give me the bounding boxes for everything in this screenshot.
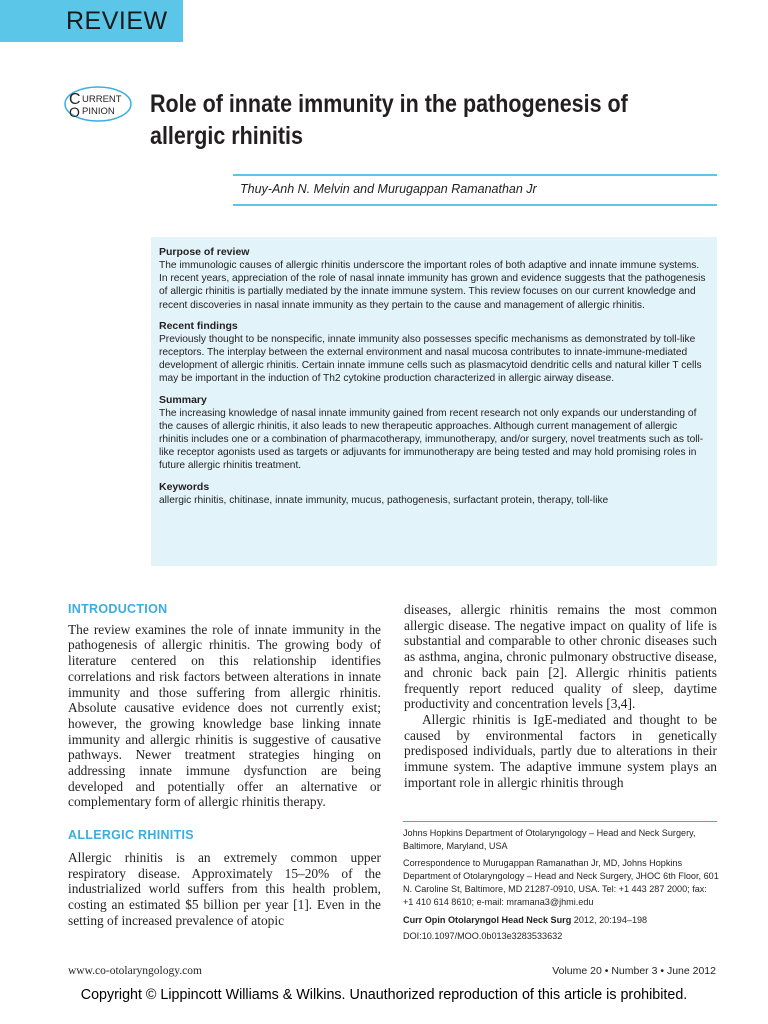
introduction-heading: INTRODUCTION	[68, 602, 168, 616]
abstract-box	[151, 237, 717, 566]
keywords-heading: Keywords	[159, 480, 210, 493]
current-opinion-logo	[63, 84, 133, 124]
section-tab-label: REVIEW	[66, 7, 168, 35]
affiliation-rule	[403, 821, 717, 822]
svg-text:O: O	[69, 104, 80, 120]
summary-text: The increasing knowledge of nasal innate immunity gained from recent research not only expands our understanding of the causes of allergic rhinitis, it also leads to new therapeutic approaches. Although current management of allergic rhinitis includes one or a combination of pharmacotherapy, immunotherapy, and/or surgery, novel treatments such as toll-like receptor agonists used as targets or adjuvants for immunotherapy are being tested and may hold promising roles in future allergic rhinitis treatment.	[159, 407, 704, 472]
right-paragraph-1: diseases, allergic rhinitis remains the most common allergic disease. The negative impact on quality of life is substantial and comparable to other chronic diseases such as asthma, angina, chronic pulmonary obstructive disease, and chronic back pain [2]. Allergic rhinitis patients frequently report reduced quality of sleep, daytime productivity and concentration levels [3,4].	[404, 602, 717, 712]
article-title	[150, 88, 632, 152]
title-line-1: Role of innate immunity in the pathogenesis of	[150, 90, 628, 118]
findings-heading: Recent findings	[159, 319, 238, 332]
authors: Thuy-Anh N. Melvin and Murugappan Ramanathan Jr	[240, 182, 537, 196]
citation	[403, 914, 719, 927]
svg-text:PINION: PINION	[82, 106, 115, 117]
title-line-2: allergic rhinitis	[150, 122, 303, 150]
left-column	[68, 602, 381, 928]
summary-heading: Summary	[159, 393, 207, 406]
purpose-heading: Purpose of review	[159, 246, 250, 258]
correspondence: Correspondence to Murugappan Ramanathan Jr, MD, Johns Hopkins Department of Otolaryngology – Head and Neck Surgery, JHOC 6th Floor, 601 N. Caroline St, Baltimore, MD 21287-0910, USA. Tel: +1 443 287 2000; fax: +1 410 614 8610; e-mail: mramana3@jhmi.edu	[403, 858, 719, 907]
issue-info: Volume 20 • Number 3 • June 2012	[552, 965, 716, 977]
introduction-text: The review examines the role of innate immunity in the pathogenesis of allergic rhinitis. The growing body of literature centered on this relationship identifies correlations and risk factors between alterations in innate immunity and those suffering from allergic rhinitis. Absolute causative evidence does not currently exist; however, the growing knowledge base linking innate immunity and allergic rhinitis is suggestive of causative pathways. Newer treatment strategies hinging on addressing innate immune dysfunction are being developed and potentially offer an alternative or complementary form of allergic rhinitis therapy.	[68, 621, 381, 810]
section-tab	[0, 0, 183, 42]
right-column	[404, 602, 717, 790]
affiliation: Johns Hopkins Department of Otolaryngology – Head and Neck Surgery, Baltimore, Maryland, USA	[403, 828, 696, 851]
authors-top-rule	[233, 174, 717, 176]
allergic-rhinitis-heading: ALLERGIC RHINITIS	[68, 828, 194, 843]
copyright-notice: Copyright © Lippincott Williams & Wilkins. Unauthorized reproduction of this article is prohibited.	[80, 987, 688, 1003]
citation-volume: 2012, 20:194–198	[571, 915, 648, 925]
svg-text:URRENT: URRENT	[82, 94, 122, 105]
journal-url[interactable]: www.co-otolaryngology.com	[68, 965, 202, 977]
allergic-rhinitis-text: Allergic rhinitis is an extremely common upper respiratory disease. Approximately 15–20% of the industrialized world suffers from this health problem, costing an estimated $5 billion per year [1]. Even in the setting of increased prevalence of atopic	[68, 849, 381, 928]
keywords-text: allergic rhinitis, chitinase, innate immunity, mucus, pathogenesis, surfactant protein, therapy, toll-like	[159, 494, 609, 506]
doi: DOI:10.1097/MOO.0b013e3283533632	[403, 931, 563, 941]
svg-text:C: C	[69, 91, 81, 108]
citation-journal: Curr Opin Otolaryngol Head Neck Surg	[403, 915, 572, 925]
authors-bottom-rule	[233, 204, 717, 206]
purpose-text: The immunologic causes of allergic rhinitis underscore the important roles of both adaptive and innate immune systems. In recent years, appreciation of the role of nasal innate immunity has grown and evidence suggests that the pathogenesis of allergic rhinitis is partially mediated by the innate immune system. This review focuses on our current knowledge and recent discoveries in nasal innate immunity as they pertain to the cause and management of allergic rhinitis.	[159, 260, 706, 311]
right-paragraph-2: Allergic rhinitis is IgE-mediated and thought to be caused by environmental factors in genetically predisposed individuals, partly due to alterations in their immune system. The adaptive immune system plays an important role in allergic rhinitis through	[404, 711, 717, 790]
findings-text: Previously thought to be nonspecific, innate immunity also possesses specific mechanisms as demonstrated by toll-like receptors. The interplay between the external environment and nasal mucosa contributes to innate-immune-mediated development of allergic rhinitis. Certain innate immune cells such as plasmacytoid dendritic cells and natural killer T cells may be important in the induction of Th2 cytokine production characterized in allergic airway disease.	[159, 333, 702, 385]
